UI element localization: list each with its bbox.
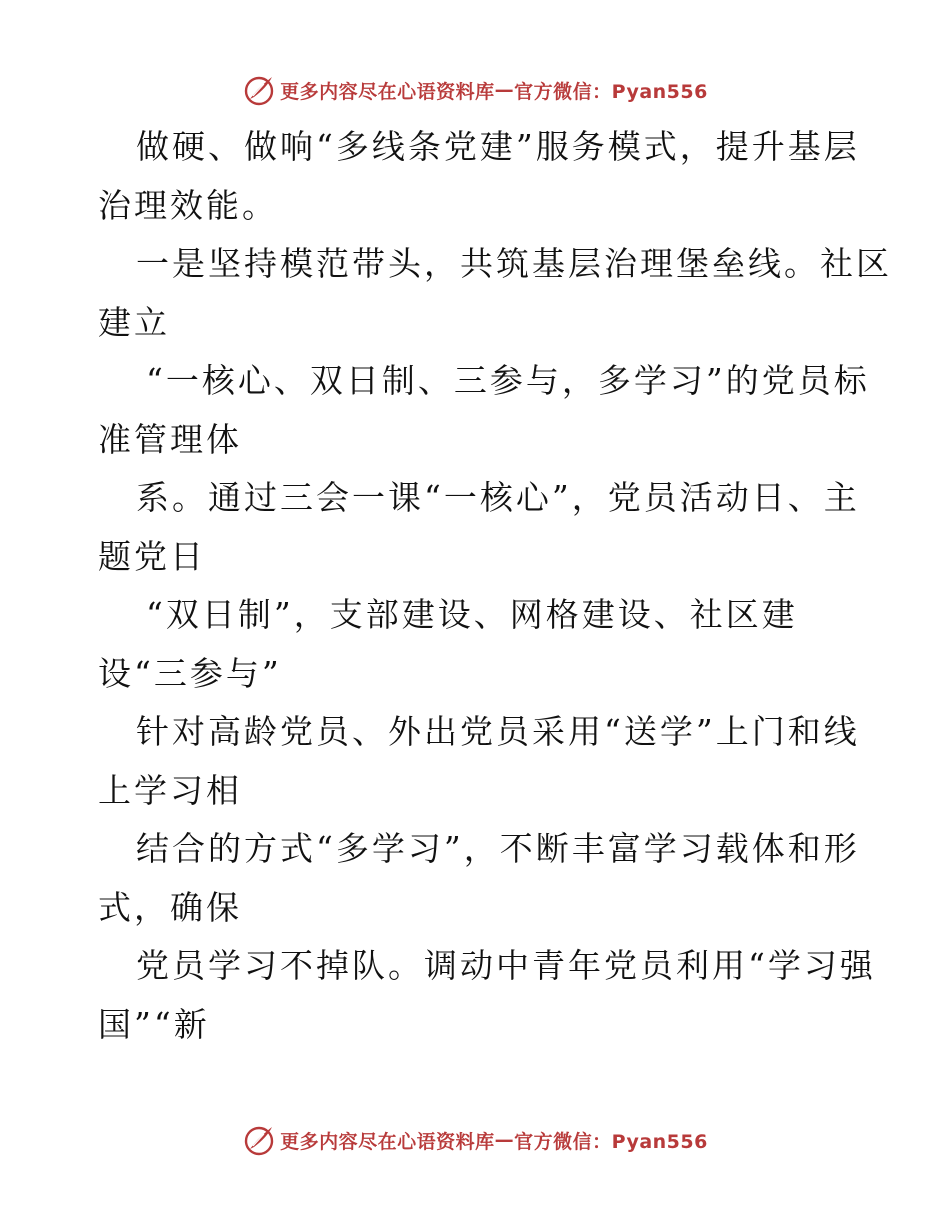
quill-pen-logo-icon [242, 73, 276, 107]
footer-separator: — [494, 1129, 515, 1151]
footer-contact-text: 官方微信：Pyan556 [514, 1130, 708, 1153]
body-line: 国”“新 [98, 1004, 210, 1044]
body-line: 针对高龄党员、外出党员采用“送学”上门和线 [136, 712, 860, 751]
body-line: 上学习相 [98, 770, 242, 810]
header-banner-inner [242, 73, 708, 107]
body-line: “双日制”，支部建设、网格建设、社区建 [146, 595, 798, 634]
body-line: 设“三参与” [98, 653, 282, 693]
quill-pen-logo-icon [242, 1123, 276, 1157]
body-line: 一是坚持模范带头，共筑基层治理堡垒线。社区 [136, 244, 892, 283]
header-banner [0, 70, 950, 110]
body-line: 建立 [98, 302, 170, 342]
header-brand-text: 更多内容尽在心语资料库 [280, 80, 495, 103]
header-separator: — [494, 79, 515, 101]
body-line: 做硬、做响“多线条党建”服务模式，提升基层 [136, 127, 860, 166]
document-body [98, 118, 892, 1054]
body-line: “一核心、双日制、三参与，多学习”的党员标 [146, 361, 870, 400]
body-line: 结合的方式“多学习”，不断丰富学习载体和形 [136, 829, 860, 868]
body-line: 治理效能。 [98, 185, 278, 225]
footer-banner [0, 1120, 950, 1160]
body-line: 党员学习不掉队。调动中青年党员利用“学习强 [136, 946, 876, 985]
footer-banner-inner [242, 1123, 708, 1157]
body-line: 系。通过三会一课“一核心”，党员活动日、主 [136, 478, 860, 517]
body-line: 准管理体 [98, 419, 242, 459]
header-contact-text: 官方微信：Pyan556 [514, 80, 708, 103]
body-line: 题党日 [98, 536, 206, 576]
footer-brand-text: 更多内容尽在心语资料库 [280, 1130, 495, 1153]
body-line: 式，确保 [98, 887, 242, 927]
